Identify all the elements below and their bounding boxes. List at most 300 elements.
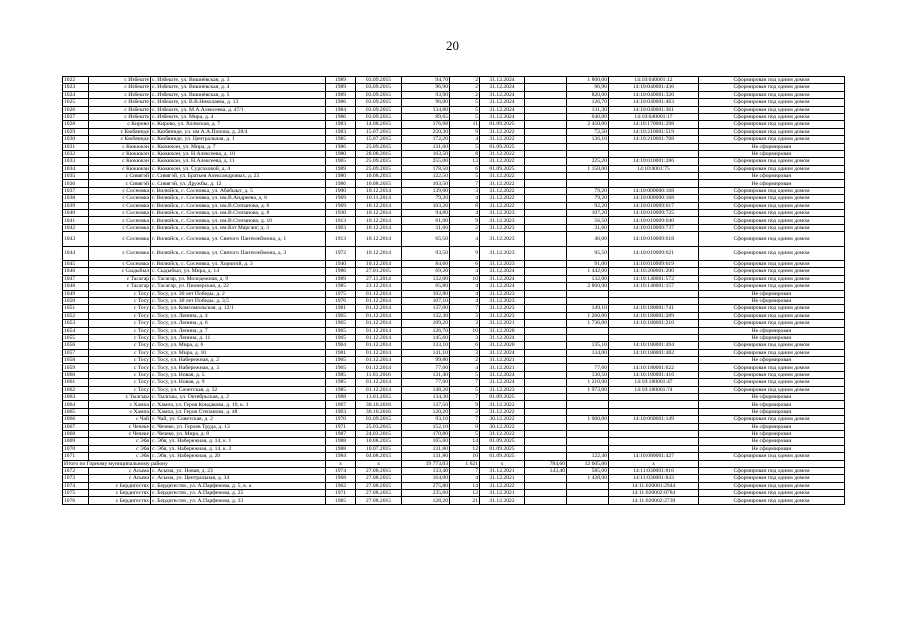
- year-built-cell: 1988: [326, 394, 356, 401]
- cadastral-number-cell: [609, 327, 699, 334]
- cadastral-number-cell: 14:10:000000:168: [609, 195, 699, 202]
- recognition-date-cell: 10.12.2014: [356, 217, 402, 224]
- extra-value-cell: [525, 136, 567, 143]
- residents-cell: 5: [450, 143, 480, 150]
- year-built-cell: 1985: [326, 136, 356, 143]
- land-area-cell: 149,10: [567, 305, 609, 312]
- area-cell: 163,50: [402, 150, 450, 157]
- land-area-cell: 31,60: [567, 224, 609, 231]
- locality-cell: с Избеште: [89, 106, 151, 113]
- land-area-cell: 79,20: [567, 187, 609, 194]
- land-status-cell: Сформирован под одним домом: [699, 77, 845, 84]
- locality-cell: с Кюбяинде: [89, 136, 151, 143]
- area-cell: 103,20: [402, 202, 450, 209]
- residents-cell: 11: [450, 121, 480, 128]
- recognition-date-cell: 10.12.2014: [356, 187, 402, 194]
- land-area-cell: 77,60: [567, 364, 609, 371]
- table-row: [63, 224, 845, 231]
- locality-cell: с Тосу: [89, 290, 151, 297]
- table-row: [63, 379, 845, 386]
- extra-value-cell: [525, 77, 567, 84]
- area-cell: 109,20: [402, 320, 450, 327]
- land-area-cell: [567, 180, 609, 187]
- residents-cell: 2: [450, 408, 480, 415]
- cadastral-number-cell: 14:10:170001:298: [609, 121, 699, 128]
- cadastral-number-cell: 14:10:180001:47: [609, 379, 699, 386]
- land-status-cell: Не сформирован: [699, 143, 845, 150]
- cadastral-number-cell: 14:11:020002:0784: [609, 490, 699, 497]
- residents-cell: 4: [450, 283, 480, 290]
- land-area-cell: 1 973,00: [567, 386, 609, 393]
- locality-cell: с Хампа: [89, 408, 151, 415]
- extra-value-cell: [525, 490, 567, 497]
- address-cell: с. Тосу, ул. Набережная, д. 2: [151, 357, 326, 364]
- cadastral-number-cell: 14:10:180001:210: [609, 320, 699, 327]
- locality-cell: с Тосу: [89, 349, 151, 356]
- cadastral-number-cell: 14:11:020002:2739: [609, 497, 699, 504]
- land-status-cell: Сформирован под одним домом: [699, 202, 845, 209]
- locality-cell: с Чай: [89, 416, 151, 423]
- residents-cell: 9: [450, 128, 480, 135]
- land-area-cell: 1 800,00: [567, 77, 609, 84]
- table-row: [63, 180, 845, 187]
- locality-cell: с Бердигестях: [89, 482, 151, 489]
- residents-cell: 5: [450, 371, 480, 378]
- planned-date-cell: 31.12.2024: [480, 268, 525, 275]
- row-number-cell: 1062: [63, 386, 89, 393]
- table-row: [63, 128, 845, 135]
- land-status-cell: Не сформирован: [699, 150, 845, 157]
- area-cell: 93,50: [402, 246, 450, 260]
- address-cell: с. Кирово, ул. Холмская, д. 7: [151, 121, 326, 128]
- row-number-cell: 1045: [63, 260, 89, 267]
- extra-value-cell: [525, 445, 567, 452]
- land-area-cell: 92,20: [567, 202, 609, 209]
- residents-cell: 5: [450, 173, 480, 180]
- address-cell: с. Асыма, ул. Новая, д. 23: [151, 467, 326, 474]
- total-area-cell: 19 773,03: [402, 460, 450, 467]
- address-cell: с. Бердигестях, ул. А.Парфенова, д. 25: [151, 490, 326, 497]
- table-row: [63, 217, 845, 224]
- land-status-cell: Сформирован под одним домом: [699, 416, 845, 423]
- row-number-cell: 1049: [63, 290, 89, 297]
- locality-cell: с Тосу: [89, 312, 151, 319]
- area-cell: 131,40: [402, 371, 450, 378]
- land-area-cell: 2 450,00: [567, 121, 609, 128]
- cadastral-number-cell: 14:10:010009:725: [609, 210, 699, 217]
- table-row: [63, 453, 845, 460]
- table-row: [63, 113, 845, 120]
- extra-value-cell: [525, 349, 567, 356]
- cadastral-number-cell: [609, 401, 699, 408]
- area-cell: 102,80: [402, 290, 450, 297]
- land-area-cell: [567, 408, 609, 415]
- area-cell: 120,20: [402, 408, 450, 415]
- planned-date-cell: 31.12.2023: [480, 297, 525, 304]
- planned-date-cell: 31.12.2022: [480, 187, 525, 194]
- table-row: [63, 312, 845, 319]
- planned-date-cell: 31.12.2023: [480, 260, 525, 267]
- row-number-cell: 1028: [63, 121, 89, 128]
- recognition-date-cell: 01.12.2014: [356, 334, 402, 341]
- year-built-cell: 1988: [326, 445, 356, 452]
- row-number-cell: 1036: [63, 180, 89, 187]
- address-cell: г. Вилюйск, с. Сосновка, ул. Хорюгой, д. 3: [151, 260, 326, 267]
- cadastral-number-cell: 14:10:180001:622: [609, 364, 699, 371]
- area-cell: 255,00: [402, 158, 450, 165]
- land-status-cell: Не сформирован: [699, 290, 845, 297]
- year-built-cell: 1900: [326, 187, 356, 194]
- recognition-date-cell: 01.12.2014: [356, 305, 402, 312]
- address-cell: с. Тосу, ул. Ленина, д. 4: [151, 312, 326, 319]
- address-cell: с. Эбя, ул. Набережная, д. 14, к. 1: [151, 438, 326, 445]
- address-cell: с. Тосу, ул. Новая, д. 5: [151, 371, 326, 378]
- year-built-cell: 1984: [326, 453, 356, 460]
- cadastral-number-cell: 14:10:060001:149: [609, 416, 699, 423]
- locality-cell: с Кюкюкэн: [89, 165, 151, 172]
- cadastral-number-cell: 14:10:010009:737: [609, 224, 699, 231]
- table-row: [63, 268, 845, 275]
- extra-value-cell: [525, 210, 567, 217]
- table-row: [63, 283, 845, 290]
- land-status-cell: Сформирован под одним домом: [699, 246, 845, 260]
- table-row: [63, 430, 845, 437]
- row-number-cell: 1055: [63, 334, 89, 341]
- year-built-cell: 1985: [326, 386, 356, 393]
- cadastral-number-cell: [609, 394, 699, 401]
- row-number-cell: 1073: [63, 475, 89, 482]
- planned-date-cell: 31.12.2020: [480, 342, 525, 349]
- cadastral-number-cell: 14:10:180001:416: [609, 371, 699, 378]
- address-cell: с. Кюбяинде, ул. им А.А.Попова, д. 28/4: [151, 128, 326, 135]
- planned-date-cell: 31.12.2023: [480, 224, 525, 231]
- extra-value-cell: [525, 312, 567, 319]
- recognition-date-cell: 10.12.2014: [356, 232, 402, 246]
- land-status-cell: Не сформирован: [699, 401, 845, 408]
- residents-cell: 4: [450, 136, 480, 143]
- year-built-cell: 1970: [326, 416, 356, 423]
- row-number-cell: 1060: [63, 371, 89, 378]
- table-row: [63, 408, 845, 415]
- extra-value-cell: [525, 99, 567, 106]
- year-built-cell: 1965: [326, 327, 356, 334]
- locality-cell: с Тосу: [89, 334, 151, 341]
- table-row: [63, 121, 845, 128]
- extra-value-cell: [525, 357, 567, 364]
- address-cell: с. Асыма, ул. Центральная, д. 34: [151, 475, 326, 482]
- extra-value-cell: [525, 475, 567, 482]
- land-area-cell: 91,00: [567, 260, 609, 267]
- area-cell: 170,80: [402, 430, 450, 437]
- extra-value-cell: [525, 379, 567, 386]
- year-built-cell: 1986: [326, 143, 356, 150]
- area-cell: 96,90: [402, 84, 450, 91]
- address-cell: с. Тосу, ул. Ленина, д. 6: [151, 320, 326, 327]
- address-cell: г. Вилюйск, с. Сосновка, ул. им.В.Степанова, д. 8: [151, 210, 326, 217]
- planned-date-cell: 31.12.2022: [480, 408, 525, 415]
- land-area-cell: [567, 482, 609, 489]
- table-row: [63, 210, 845, 217]
- land-status-cell: Сформирован под одним домом: [699, 217, 845, 224]
- recognition-date-cell: 30.10.2016: [356, 408, 402, 415]
- extra-value-cell: [525, 260, 567, 267]
- area-cell: 134,30: [402, 394, 450, 401]
- area-cell: 89,65: [402, 113, 450, 120]
- land-area-cell: 131,30: [567, 106, 609, 113]
- planned-date-cell: 31.12.2023: [480, 305, 525, 312]
- recognition-date-cell: 24.03.2015: [356, 430, 402, 437]
- row-number-cell: 1037: [63, 187, 89, 194]
- year-built-cell: 1971: [326, 423, 356, 430]
- extra-value-cell: [525, 416, 567, 423]
- land-area-cell: 225,20: [567, 158, 609, 165]
- residents-cell: 6: [450, 342, 480, 349]
- extra-value-cell: [525, 342, 567, 349]
- address-cell: с. Чечеке, ул. Героев Труда, д. 13: [151, 423, 326, 430]
- residents-cell: 4: [450, 195, 480, 202]
- year-built-cell: 1965: [326, 364, 356, 371]
- extra-value-cell: [525, 217, 567, 224]
- planned-date-cell: 01.09.2025: [480, 394, 525, 401]
- year-built-cell: 1985: [326, 371, 356, 378]
- cadastral-number-cell: 14:10:010001:286: [609, 158, 699, 165]
- address-cell: с. Избеште, ул. Вишнёвская, д. 4: [151, 84, 326, 91]
- address-cell: с. Избеште, ул. М.А.Алексеева, д. 47/1: [151, 106, 326, 113]
- planned-date-cell: 31.12.2022: [480, 430, 525, 437]
- address-cell: с. Кюкюкэн, ул. Н.Алексеева, д. 11: [151, 158, 326, 165]
- locality-cell: с Тосу: [89, 342, 151, 349]
- year-built-cell: 1976: [326, 297, 356, 304]
- extra-value-cell: [525, 106, 567, 113]
- year-built-cell: 1965: [326, 357, 356, 364]
- row-number-cell: 1054: [63, 327, 89, 334]
- recognition-date-cell: 23.12.2014: [356, 283, 402, 290]
- row-number-cell: 1035: [63, 173, 89, 180]
- land-status-cell: Не сформирован: [699, 334, 845, 341]
- land-area-cell: 820,00: [567, 91, 609, 98]
- recognition-date-cell: 03.09.2015: [356, 77, 402, 84]
- land-area-cell: [567, 423, 609, 430]
- year-built-cell: 1969: [326, 202, 356, 209]
- extra-value-cell: [525, 143, 567, 150]
- land-area-cell: 134,00: [567, 349, 609, 356]
- land-area-cell: 1 736,00: [567, 320, 609, 327]
- cadastral-number-cell: 14:10:010009:617: [609, 202, 699, 209]
- area-cell: 134,80: [402, 106, 450, 113]
- locality-cell: с Сивягэй: [89, 173, 151, 180]
- row-number-cell: 1040: [63, 210, 89, 217]
- year-built-cell: 1987: [326, 430, 356, 437]
- locality-cell: с Сивягэй: [89, 180, 151, 187]
- cadastral-number-cell: 14:10:040001:17: [609, 113, 699, 120]
- land-status-cell: Не сформирован: [699, 438, 845, 445]
- land-status-cell: Не сформирован: [699, 180, 845, 187]
- total-x2-cell: x: [356, 460, 402, 467]
- table-row: [63, 394, 845, 401]
- recognition-date-cell: 01.12.2014: [356, 320, 402, 327]
- cadastral-number-cell: 14:10:140001:572: [609, 275, 699, 282]
- planned-date-cell: 31.12.2022: [480, 136, 525, 143]
- year-built-cell: 1980: [326, 173, 356, 180]
- land-area-cell: [567, 150, 609, 157]
- recognition-date-cell: 10.12.2014: [356, 224, 402, 231]
- table-row: [63, 232, 845, 246]
- area-cell: 84,60: [402, 260, 450, 267]
- planned-date-cell: 31.12.2023: [480, 210, 525, 217]
- planned-date-cell: 30.12.2022: [480, 423, 525, 430]
- planned-date-cell: 31.12.2022: [480, 158, 525, 165]
- area-cell: 69,20: [402, 268, 450, 275]
- table-row: [63, 275, 845, 282]
- row-number-cell: 1069: [63, 438, 89, 445]
- row-number-cell: 1075: [63, 490, 89, 497]
- area-cell: 61,90: [402, 217, 450, 224]
- row-number-cell: 1067: [63, 423, 89, 430]
- land-area-cell: 1 000,00: [567, 416, 609, 423]
- cadastral-number-cell: [609, 423, 699, 430]
- cadastral-number-cell: 14:10:180001:741: [609, 305, 699, 312]
- row-number-cell: 1070: [63, 445, 89, 452]
- land-status-cell: Сформирован под одним домом: [699, 371, 845, 378]
- land-status-cell: Сформирован под одним домом: [699, 99, 845, 106]
- recognition-date-cell: 10.11.2014: [356, 195, 402, 202]
- table-row: [63, 423, 845, 430]
- residents-cell: 6: [450, 165, 480, 172]
- cadastral-number-cell: [609, 334, 699, 341]
- table-row: [63, 202, 845, 209]
- residents-cell: 6: [450, 260, 480, 267]
- row-number-cell: 1050: [63, 297, 89, 304]
- row-number-cell: 1058: [63, 357, 89, 364]
- year-built-cell: 1986: [326, 180, 356, 187]
- row-number-cell: 1072: [63, 467, 89, 474]
- land-area-cell: 585,00: [567, 467, 609, 474]
- total-label-cell: Итого по Горному муниципальному району: [63, 460, 326, 467]
- recognition-date-cell: 10.12.2014: [356, 210, 402, 217]
- cadastral-number-cell: 14:10:210001:708: [609, 136, 699, 143]
- year-built-cell: 1930: [326, 210, 356, 217]
- land-status-cell: Не сформирован: [699, 173, 845, 180]
- extra-value-cell: [525, 290, 567, 297]
- area-cell: 65,80: [402, 283, 450, 290]
- extra-value-cell: [525, 297, 567, 304]
- land-status-cell: Не сформирован: [699, 423, 845, 430]
- total-x4-cell: x: [609, 460, 699, 467]
- year-built-cell: 1965: [326, 158, 356, 165]
- cadastral-number-cell: 14:10:200001:200: [609, 268, 699, 275]
- cadastral-number-cell: [609, 180, 699, 187]
- row-number-cell: 1033: [63, 158, 89, 165]
- cadastral-number-cell: 14:10:180001:289: [609, 312, 699, 319]
- land-area-cell: 1 150,00: [567, 165, 609, 172]
- recognition-date-cell: 13.01.2015: [356, 394, 402, 401]
- row-number-cell: 1042: [63, 224, 89, 231]
- recognition-date-cell: 10.12.2014: [356, 202, 402, 209]
- area-cell: 176,98: [402, 121, 450, 128]
- planned-date-cell: 01.09.2025: [480, 121, 525, 128]
- row-number-cell: 1039: [63, 202, 89, 209]
- address-cell: с. Кюкюкэн, ул. Мира, д. 7: [151, 143, 326, 150]
- extra-value-cell: [525, 438, 567, 445]
- planned-date-cell: 31.12.2024: [480, 283, 525, 290]
- address-cell: с. Тосу, ул. Мира, д. 6: [151, 342, 326, 349]
- cadastral-number-cell: 14:10:180001:74: [609, 386, 699, 393]
- locality-cell: с Кюкюкэн: [89, 158, 151, 165]
- residents-cell: 4: [450, 364, 480, 371]
- cadastral-number-cell: [609, 173, 699, 180]
- locality-cell: с Кюбяинде: [89, 128, 151, 135]
- cadastral-number-cell: 14:10:010009:621: [609, 246, 699, 260]
- year-built-cell: 1989: [326, 165, 356, 172]
- row-number-cell: 1031: [63, 143, 89, 150]
- year-built-cell: 1986: [326, 99, 356, 106]
- locality-cell: с Тасагар: [89, 275, 151, 282]
- land-area-cell: 96,90: [567, 84, 609, 91]
- row-number-cell: 1030: [63, 136, 89, 143]
- land-area-cell: 122,40: [567, 453, 609, 460]
- land-status-cell: Сформирован под одним домом: [699, 320, 845, 327]
- planned-date-cell: 31.12.2021: [480, 364, 525, 371]
- extra-value-cell: [525, 173, 567, 180]
- recognition-date-cell: 25.09.2015: [356, 143, 402, 150]
- land-area-cell: [567, 334, 609, 341]
- address-cell: с. Тасагар, ул. Молодежная, д. 9: [151, 275, 326, 282]
- cadastral-number-cell: [609, 357, 699, 364]
- table-row: [63, 438, 845, 445]
- locality-cell: с Тосу: [89, 327, 151, 334]
- address-cell: с. Тосу, ул. Ленина, д. 11: [151, 334, 326, 341]
- area-cell: 65,50: [402, 232, 450, 246]
- area-cell: 137,00: [402, 305, 450, 312]
- locality-cell: с Тосу: [89, 371, 151, 378]
- planned-date-cell: 01.09.2025: [480, 143, 525, 150]
- extra-value-cell: [525, 283, 567, 290]
- planned-date-cell: 31.12.2023: [480, 217, 525, 224]
- planned-date-cell: 31.12.2024: [480, 91, 525, 98]
- address-cell: с. Тосу, ул. Сочетская, д. 32: [151, 386, 326, 393]
- locality-cell: с Эбя: [89, 453, 151, 460]
- land-status-cell: Сформирован под одним домом: [699, 490, 845, 497]
- area-cell: 93,10: [402, 416, 450, 423]
- area-cell: 131,80: [402, 445, 450, 452]
- locality-cell: с Избеште: [89, 99, 151, 106]
- residents-cell: 2: [450, 357, 480, 364]
- land-status-cell: Сформирован под одним домом: [699, 268, 845, 275]
- address-cell: с. Эбя, ул. Набережная, д. 14, к. 2: [151, 445, 326, 452]
- land-area-cell: 95,50: [567, 246, 609, 260]
- recognition-date-cell: 03.09.2015: [356, 106, 402, 113]
- locality-cell: с Бердигестях: [89, 490, 151, 497]
- residents-cell: 7: [450, 305, 480, 312]
- residents-cell: 4: [450, 297, 480, 304]
- year-built-cell: 1974: [326, 467, 356, 474]
- planned-date-cell: 31.12.2024: [480, 371, 525, 378]
- locality-cell: с Тосу: [89, 379, 151, 386]
- row-number-cell: 1074: [63, 482, 89, 489]
- planned-date-cell: 31.12.2022: [480, 482, 525, 489]
- row-number-cell: 1068: [63, 430, 89, 437]
- address-cell: с. Хампа, ул. Героя Степанова, д. 48: [151, 408, 326, 415]
- year-built-cell: 1967: [326, 401, 356, 408]
- extra-value-cell: [525, 187, 567, 194]
- land-status-cell: Сформирован под одним домом: [699, 283, 845, 290]
- recognition-date-cell: 15.07.2015: [356, 128, 402, 135]
- row-number-cell: 1043: [63, 232, 89, 246]
- address-cell: г. Вилюйск, с. Сосновка, ул. им.В.Андреева, д. 6: [151, 195, 326, 202]
- total-x1-cell: x: [326, 460, 356, 467]
- land-status-cell: Сформирован под одним домом: [699, 187, 845, 194]
- table-row: [63, 482, 845, 489]
